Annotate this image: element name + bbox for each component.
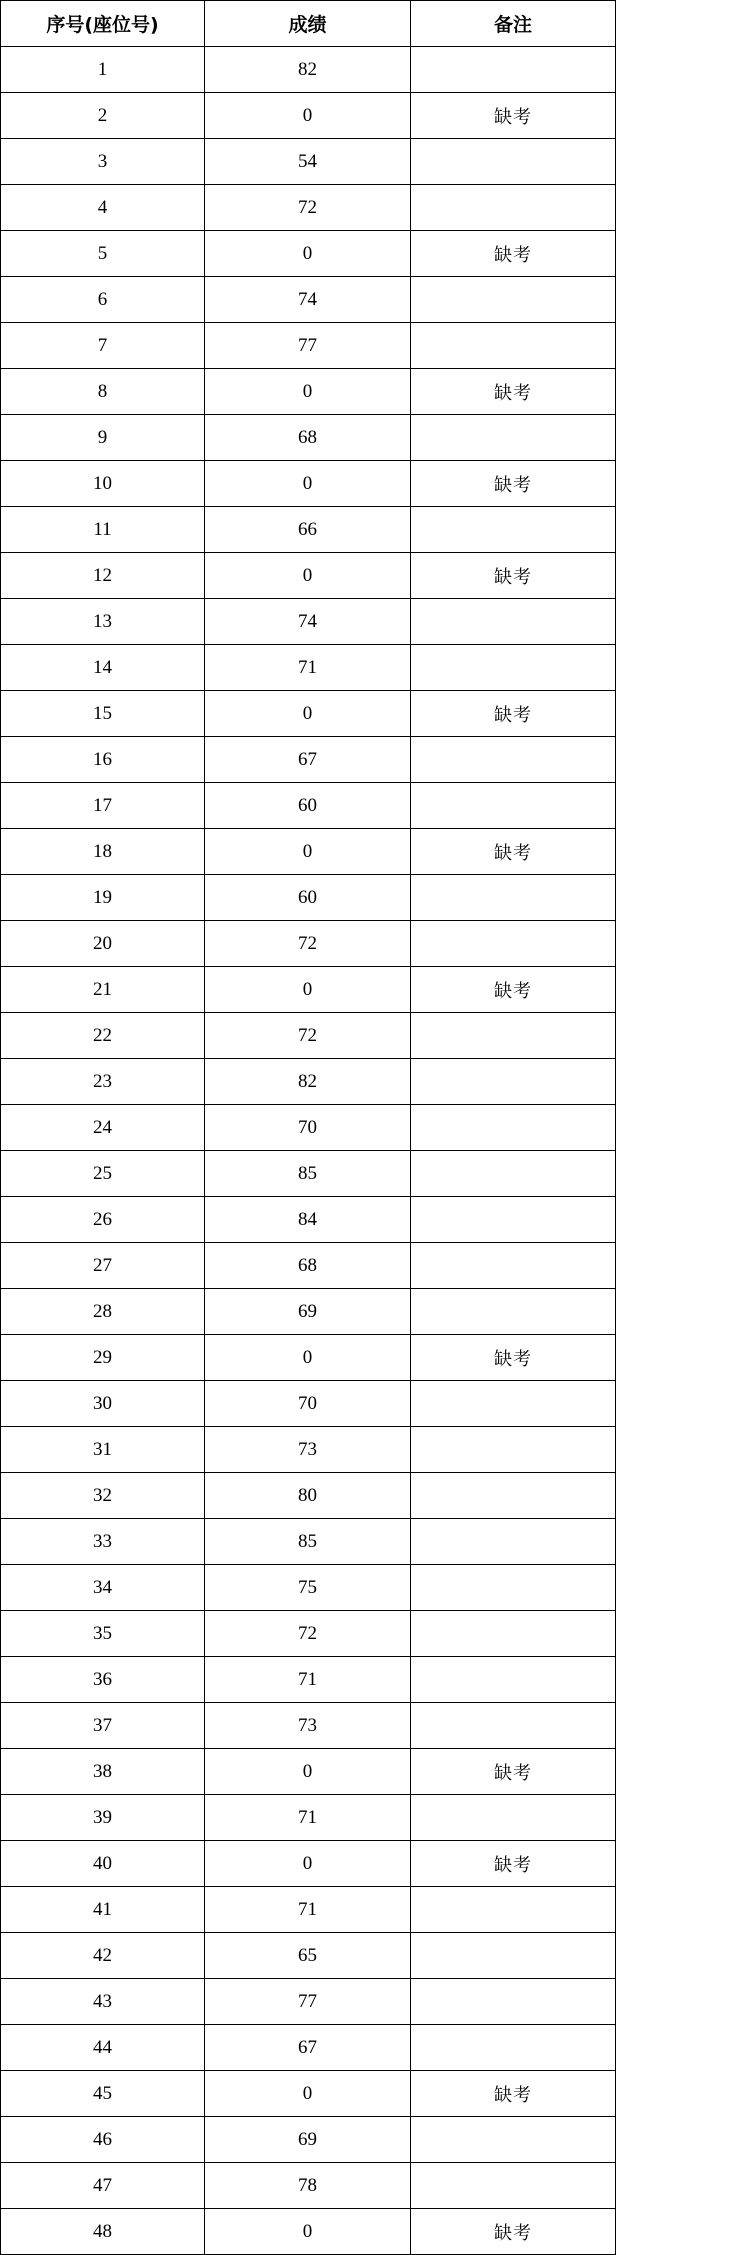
header-score: 成绩 [205, 1, 411, 47]
cell-seat-number: 15 [1, 691, 205, 737]
cell-score: 60 [205, 875, 411, 921]
table-row [1, 829, 616, 875]
cell-score: 0 [205, 967, 411, 1013]
cell-remark [411, 1427, 616, 1473]
cell-seat-number: 44 [1, 2025, 205, 2071]
table-row [1, 645, 616, 691]
table-row [1, 921, 616, 967]
header-seat-number: 序号(座位号) [1, 1, 205, 47]
cell-remark: 缺考 [411, 1335, 616, 1381]
table-row [1, 2071, 616, 2117]
cell-score: 82 [205, 1059, 411, 1105]
table-row [1, 1105, 616, 1151]
cell-remark [411, 1105, 616, 1151]
cell-score: 0 [205, 1841, 411, 1887]
cell-seat-number: 26 [1, 1197, 205, 1243]
cell-remark [411, 1795, 616, 1841]
cell-score: 77 [205, 323, 411, 369]
cell-remark: 缺考 [411, 369, 616, 415]
table-row [1, 1289, 616, 1335]
cell-remark [411, 1933, 616, 1979]
cell-seat-number: 13 [1, 599, 205, 645]
cell-seat-number: 33 [1, 1519, 205, 1565]
cell-score: 0 [205, 369, 411, 415]
cell-score: 71 [205, 1795, 411, 1841]
cell-seat-number: 37 [1, 1703, 205, 1749]
cell-score: 0 [205, 2071, 411, 2117]
cell-seat-number: 38 [1, 1749, 205, 1795]
cell-score: 68 [205, 415, 411, 461]
cell-score: 74 [205, 277, 411, 323]
cell-score: 72 [205, 921, 411, 967]
table-row [1, 1381, 616, 1427]
cell-remark [411, 599, 616, 645]
cell-remark [411, 323, 616, 369]
cell-seat-number: 25 [1, 1151, 205, 1197]
cell-score: 80 [205, 1473, 411, 1519]
cell-remark: 缺考 [411, 461, 616, 507]
table-row [1, 2025, 616, 2071]
table-row [1, 599, 616, 645]
cell-score: 0 [205, 93, 411, 139]
cell-seat-number: 28 [1, 1289, 205, 1335]
cell-seat-number: 32 [1, 1473, 205, 1519]
cell-remark [411, 1519, 616, 1565]
cell-seat-number: 41 [1, 1887, 205, 1933]
cell-seat-number: 24 [1, 1105, 205, 1151]
cell-score: 70 [205, 1381, 411, 1427]
cell-seat-number: 3 [1, 139, 205, 185]
cell-seat-number: 16 [1, 737, 205, 783]
cell-seat-number: 14 [1, 645, 205, 691]
cell-seat-number: 39 [1, 1795, 205, 1841]
cell-seat-number: 21 [1, 967, 205, 1013]
cell-score: 82 [205, 47, 411, 93]
cell-remark [411, 645, 616, 691]
cell-score: 85 [205, 1151, 411, 1197]
table-row [1, 139, 616, 185]
cell-remark [411, 1703, 616, 1749]
cell-remark: 缺考 [411, 231, 616, 277]
cell-remark: 缺考 [411, 1749, 616, 1795]
cell-remark [411, 185, 616, 231]
table-row [1, 1519, 616, 1565]
table-row [1, 1335, 616, 1381]
cell-remark [411, 2025, 616, 2071]
table-row [1, 1703, 616, 1749]
cell-score: 69 [205, 2117, 411, 2163]
table-row [1, 875, 616, 921]
cell-seat-number: 5 [1, 231, 205, 277]
cell-remark [411, 1151, 616, 1197]
cell-score: 0 [205, 231, 411, 277]
cell-remark [411, 139, 616, 185]
cell-remark: 缺考 [411, 2209, 616, 2255]
cell-remark [411, 2117, 616, 2163]
cell-remark [411, 783, 616, 829]
cell-remark [411, 507, 616, 553]
cell-score: 60 [205, 783, 411, 829]
cell-seat-number: 4 [1, 185, 205, 231]
cell-remark [411, 1565, 616, 1611]
table-row [1, 1565, 616, 1611]
cell-remark [411, 737, 616, 783]
cell-score: 0 [205, 1335, 411, 1381]
cell-seat-number: 43 [1, 1979, 205, 2025]
cell-seat-number: 10 [1, 461, 205, 507]
cell-score: 71 [205, 1887, 411, 1933]
table-row [1, 1979, 616, 2025]
cell-remark [411, 1381, 616, 1427]
cell-seat-number: 31 [1, 1427, 205, 1473]
cell-score: 85 [205, 1519, 411, 1565]
table-row [1, 1933, 616, 1979]
cell-remark [411, 47, 616, 93]
table-row [1, 967, 616, 1013]
cell-seat-number: 27 [1, 1243, 205, 1289]
table-row [1, 1841, 616, 1887]
cell-remark [411, 875, 616, 921]
cell-seat-number: 47 [1, 2163, 205, 2209]
cell-seat-number: 1 [1, 47, 205, 93]
cell-remark [411, 1473, 616, 1519]
cell-score: 77 [205, 1979, 411, 2025]
cell-seat-number: 42 [1, 1933, 205, 1979]
cell-score: 0 [205, 829, 411, 875]
cell-score: 0 [205, 2209, 411, 2255]
cell-score: 0 [205, 691, 411, 737]
cell-seat-number: 8 [1, 369, 205, 415]
cell-score: 73 [205, 1427, 411, 1473]
cell-score: 72 [205, 1013, 411, 1059]
cell-seat-number: 30 [1, 1381, 205, 1427]
cell-remark [411, 1289, 616, 1335]
cell-remark [411, 1013, 616, 1059]
cell-seat-number: 9 [1, 415, 205, 461]
table-row [1, 231, 616, 277]
table-row [1, 2209, 616, 2255]
cell-score: 68 [205, 1243, 411, 1289]
table-row [1, 2117, 616, 2163]
table-row [1, 783, 616, 829]
cell-score: 0 [205, 553, 411, 599]
cell-score: 67 [205, 2025, 411, 2071]
cell-seat-number: 36 [1, 1657, 205, 1703]
cell-score: 69 [205, 1289, 411, 1335]
table-row [1, 323, 616, 369]
cell-remark [411, 1197, 616, 1243]
cell-score: 84 [205, 1197, 411, 1243]
table-row [1, 507, 616, 553]
table-row [1, 1197, 616, 1243]
cell-seat-number: 22 [1, 1013, 205, 1059]
cell-score: 71 [205, 1657, 411, 1703]
cell-score: 70 [205, 1105, 411, 1151]
table-row [1, 461, 616, 507]
cell-seat-number: 46 [1, 2117, 205, 2163]
cell-score: 72 [205, 1611, 411, 1657]
cell-seat-number: 11 [1, 507, 205, 553]
table-row [1, 737, 616, 783]
cell-remark [411, 415, 616, 461]
cell-score: 66 [205, 507, 411, 553]
cell-seat-number: 35 [1, 1611, 205, 1657]
cell-remark [411, 1611, 616, 1657]
table-row [1, 415, 616, 461]
table-row [1, 553, 616, 599]
cell-score: 0 [205, 1749, 411, 1795]
table-row [1, 2163, 616, 2209]
cell-remark [411, 1059, 616, 1105]
table-row [1, 1427, 616, 1473]
cell-score: 65 [205, 1933, 411, 1979]
cell-seat-number: 45 [1, 2071, 205, 2117]
table-row [1, 1013, 616, 1059]
cell-remark: 缺考 [411, 829, 616, 875]
table-row [1, 1657, 616, 1703]
cell-seat-number: 12 [1, 553, 205, 599]
cell-remark: 缺考 [411, 1841, 616, 1887]
cell-remark: 缺考 [411, 93, 616, 139]
table-row [1, 185, 616, 231]
table-row [1, 1795, 616, 1841]
table-header [1, 1, 616, 47]
cell-score: 73 [205, 1703, 411, 1749]
cell-remark: 缺考 [411, 553, 616, 599]
cell-seat-number: 20 [1, 921, 205, 967]
cell-seat-number: 34 [1, 1565, 205, 1611]
cell-remark [411, 1657, 616, 1703]
table-row [1, 1749, 616, 1795]
cell-seat-number: 19 [1, 875, 205, 921]
cell-score: 54 [205, 139, 411, 185]
cell-remark [411, 2163, 616, 2209]
cell-seat-number: 29 [1, 1335, 205, 1381]
cell-seat-number: 48 [1, 2209, 205, 2255]
cell-seat-number: 2 [1, 93, 205, 139]
cell-score: 74 [205, 599, 411, 645]
table-body [1, 47, 616, 2255]
cell-score: 71 [205, 645, 411, 691]
cell-remark [411, 1243, 616, 1289]
cell-score: 0 [205, 461, 411, 507]
cell-remark: 缺考 [411, 2071, 616, 2117]
cell-remark [411, 921, 616, 967]
table-row [1, 1151, 616, 1197]
cell-remark [411, 1887, 616, 1933]
table-row [1, 277, 616, 323]
table-row [1, 369, 616, 415]
cell-seat-number: 18 [1, 829, 205, 875]
table-row [1, 1887, 616, 1933]
cell-remark: 缺考 [411, 967, 616, 1013]
cell-seat-number: 40 [1, 1841, 205, 1887]
cell-seat-number: 23 [1, 1059, 205, 1105]
cell-score: 67 [205, 737, 411, 783]
header-remark: 备注 [411, 1, 616, 47]
table-row [1, 1473, 616, 1519]
table-row [1, 1059, 616, 1105]
cell-score: 78 [205, 2163, 411, 2209]
table-row [1, 47, 616, 93]
table-row [1, 1243, 616, 1289]
table-row [1, 691, 616, 737]
header-row [1, 1, 616, 47]
cell-remark [411, 1979, 616, 2025]
cell-seat-number: 6 [1, 277, 205, 323]
cell-remark: 缺考 [411, 691, 616, 737]
cell-seat-number: 7 [1, 323, 205, 369]
cell-score: 72 [205, 185, 411, 231]
cell-seat-number: 17 [1, 783, 205, 829]
table-row [1, 1611, 616, 1657]
cell-remark [411, 277, 616, 323]
cell-score: 75 [205, 1565, 411, 1611]
table-row [1, 93, 616, 139]
